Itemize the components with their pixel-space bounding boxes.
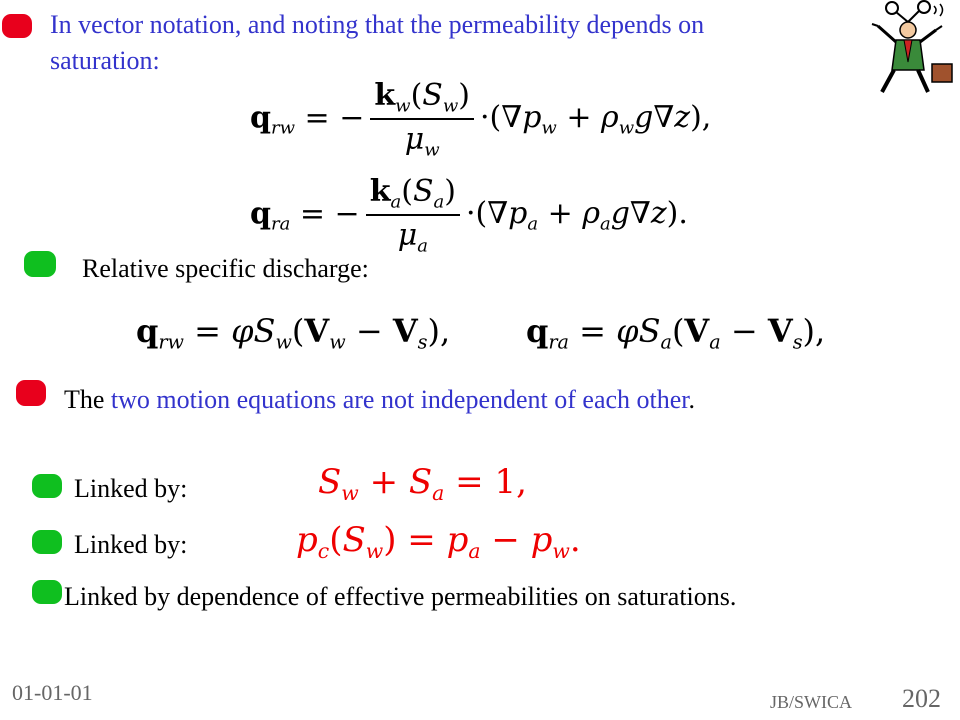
red-bullet-icon xyxy=(2,14,32,38)
green-bullet-icon xyxy=(24,251,56,277)
motion-prefix: The xyxy=(64,385,111,414)
equation-q-ra: $q_{ra}$ = − $\frac{k_a(S_a)}{\mu_a}$ $\cdot(\nabla p_a + \rho_ag\nabla z)$. xyxy=(250,174,688,257)
green-bullet-icon xyxy=(32,580,62,604)
footer-page-number: 202 xyxy=(902,684,941,713)
footer-date: 01-01-01 xyxy=(12,680,93,705)
green-bullet-icon xyxy=(32,530,62,554)
equation-saturation-sum: $S_w + S_a = 1$, xyxy=(318,462,527,506)
linked-by-label-3: Linked by dependence of effective permeabilities on saturations. xyxy=(64,582,737,611)
red-bullet-icon xyxy=(16,380,46,406)
motion-highlight: two motion equations are not independent of each other xyxy=(110,385,689,414)
motion-suffix: . xyxy=(688,385,696,414)
equation-q-rw-discharge: $q_{rw} = \varphi S_w(V_w - V_s)$, xyxy=(136,312,451,354)
linked-by-label-1: Linked by: xyxy=(74,474,188,503)
equation-q-ra-discharge: $q_{ra} = \varphi S_a(V_a - V_s)$, xyxy=(526,312,826,354)
green-bullet-icon xyxy=(32,474,62,498)
equation-q-rw: $q_{rw}$ = − $\frac{k_w(S_w)}{\mu_w}$ $\cdot(\nabla p_w + \rho_wg\nabla z)$, xyxy=(250,78,712,161)
intro-line-1: In vector notation, and noting that the permeability depends on xyxy=(50,10,705,39)
intro-line-2: saturation: xyxy=(50,46,160,75)
relative-discharge-label: Relative specific discharge: xyxy=(82,254,369,283)
footer-author: JB/SWICA xyxy=(770,692,853,712)
linked-by-label-2: Linked by: xyxy=(74,530,188,559)
equation-capillary-pressure: $p_c(S_w) = p_a - p_w$. xyxy=(296,520,581,564)
businessman-clipart-icon xyxy=(848,0,958,100)
motion-statement xyxy=(64,385,695,415)
